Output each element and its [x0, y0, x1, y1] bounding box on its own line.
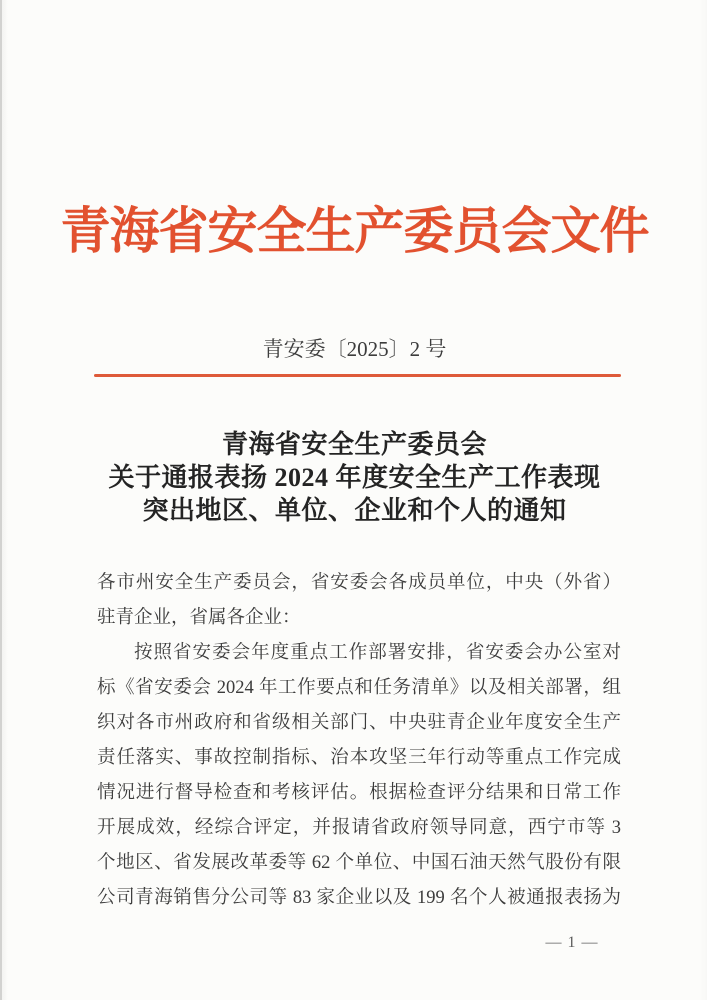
body-line: 织对各市州政府和省级相关部门、中央驻青企业年度安全生产	[97, 713, 621, 733]
red-divider-line	[94, 374, 621, 377]
body-line: 个地区、省发展改革委等 62 个单位、中国石油天然气股份有限	[97, 853, 621, 873]
body-line: 标《省安委会 2024 年工作要点和任务清单》以及相关部署，组	[97, 678, 621, 698]
document-number: 青安委〔2025〕2 号	[262, 337, 447, 361]
notice-title	[2, 428, 707, 527]
salutation-line: 各市州安全生产委员会，省安委会各成员单位，中央（外省）	[97, 573, 621, 593]
body-line: 开展成效，经综合评定，并报请省政府领导同意，西宁市等 3	[97, 818, 621, 838]
notice-title-line-2: 关于通报表扬 2024 年度安全生产工作表现	[108, 463, 601, 492]
notice-title-line-1: 青海省安全生产委员会	[221, 430, 487, 459]
document-body	[97, 566, 621, 916]
body-line: 按照省安委会年度重点工作部署安排，省安委会办公室对	[134, 643, 621, 663]
body-line: 责任落实、事故控制指标、治本攻坚三年行动等重点工作完成	[97, 748, 621, 768]
body-line: 情况进行督导检查和考核评估。根据检查评分结果和日常工作	[97, 783, 621, 803]
salutation-line: 驻青企业，省属各企业：	[97, 608, 301, 628]
letterhead-org-title: 青海省安全生产委员会文件	[60, 203, 649, 259]
notice-title-line-3: 突出地区、单位、企业和个人的通知	[142, 496, 567, 525]
page-number: — 1 —	[545, 934, 599, 951]
body-line: 公司青海销售分公司等 83 家企业以及 199 名个人被通报表扬为	[97, 888, 621, 908]
